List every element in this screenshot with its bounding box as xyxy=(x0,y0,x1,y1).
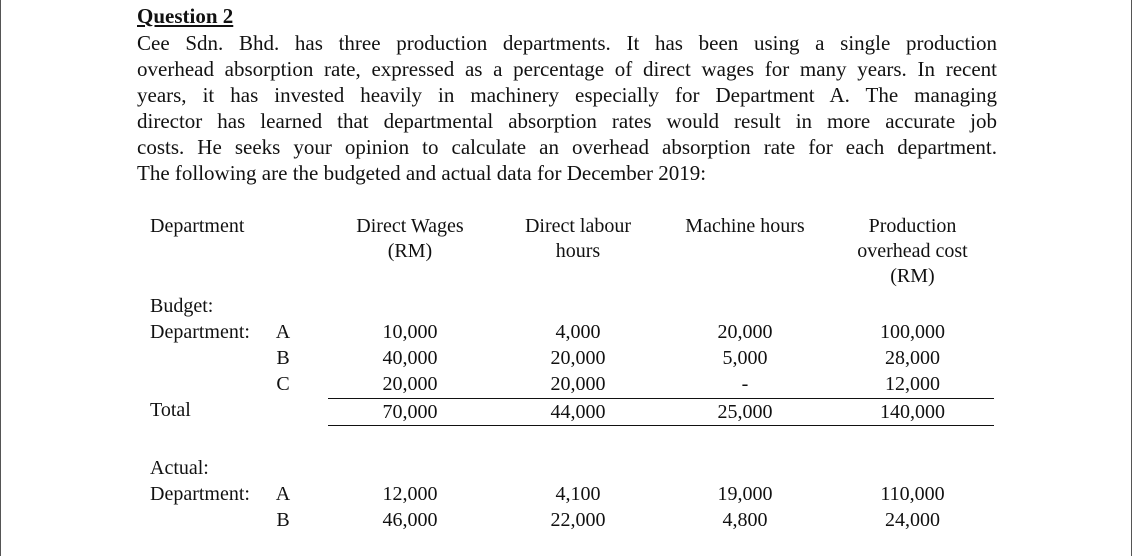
question-paragraph xyxy=(137,30,997,186)
paragraph-line: The following are the budgeted and actual data for December 2019: xyxy=(137,161,707,185)
budget-b-direct-labour: 20,000 xyxy=(550,347,606,369)
header-machine-hours-line1: Machine hours xyxy=(685,215,805,237)
actual-b-machine-hours: 4,800 xyxy=(722,509,768,531)
actual-a-direct-labour: 4,100 xyxy=(555,483,601,505)
header-overhead-line2: overhead cost xyxy=(857,240,968,262)
header-overhead xyxy=(840,214,985,289)
budget-b-overhead: 28,000 xyxy=(885,347,940,369)
budget-total-label: Total xyxy=(150,399,191,421)
actual-label: Actual: xyxy=(150,457,209,479)
actual-b-overhead: 24,000 xyxy=(885,509,940,531)
header-overhead-line3: (RM) xyxy=(890,265,935,287)
paragraph-line: director has learned that departmental absorption rates would result in more accurate job xyxy=(137,109,997,133)
budget-a-direct-labour: 4,000 xyxy=(555,321,601,343)
total-top-rule xyxy=(328,398,994,399)
actual-b-direct-wages: 46,000 xyxy=(382,509,438,531)
budget-dept-c: C xyxy=(276,373,290,395)
actual-a-machine-hours: 19,000 xyxy=(717,483,773,505)
header-direct-wages xyxy=(340,214,480,264)
actual-a-overhead: 110,000 xyxy=(880,483,945,505)
question-title: Question 2 xyxy=(137,4,234,28)
paragraph-line: Cee Sdn. Bhd. has three production departments. It has been using a single production xyxy=(137,31,997,55)
budget-b-direct-wages: 40,000 xyxy=(382,347,438,369)
actual-dept-b: B xyxy=(276,509,290,531)
actual-a-direct-wages: 12,000 xyxy=(382,483,438,505)
paragraph-line: overhead absorption rate, expressed as a percentage of direct wages for many years. In recent xyxy=(137,57,997,81)
header-direct-labour-line1: Direct labour xyxy=(524,215,632,237)
budget-a-machine-hours: 20,000 xyxy=(717,321,773,343)
total-overhead: 140,000 xyxy=(880,401,945,423)
budget-dept-a: A xyxy=(275,321,291,343)
header-machine-hours xyxy=(670,214,820,239)
total-machine-hours: 25,000 xyxy=(717,401,773,423)
actual-dept-a: A xyxy=(275,483,291,505)
budget-a-direct-wages: 10,000 xyxy=(382,321,438,343)
header-direct-wages-line2: (RM) xyxy=(387,240,433,262)
header-overhead-line1: Production xyxy=(868,215,957,237)
budget-c-overhead: 12,000 xyxy=(885,373,940,395)
header-direct-wages-line1: Direct Wages xyxy=(356,215,464,237)
actual-dept-prefix: Department: xyxy=(150,483,250,505)
budget-label: Budget: xyxy=(150,295,214,317)
budget-c-machine-hours: - xyxy=(741,373,749,395)
total-bottom-rule xyxy=(328,425,994,426)
budget-b-machine-hours: 5,000 xyxy=(722,347,768,369)
budget-a-overhead: 100,000 xyxy=(880,321,945,343)
budget-c-direct-labour: 20,000 xyxy=(550,373,606,395)
actual-b-direct-labour: 22,000 xyxy=(550,509,606,531)
paragraph-line: costs. He seeks your opinion to calculate an overhead absorption rate for each department. xyxy=(137,135,997,159)
total-direct-wages: 70,000 xyxy=(382,401,438,423)
paragraph-line: years, it has invested heavily in machinery especially for Department A. The managing xyxy=(137,83,997,107)
header-direct-labour xyxy=(508,214,648,264)
budget-c-direct-wages: 20,000 xyxy=(382,373,438,395)
total-direct-labour: 44,000 xyxy=(550,401,606,423)
budget-dept-prefix: Department: xyxy=(150,321,250,343)
budget-dept-b: B xyxy=(276,347,290,369)
page-left-border xyxy=(0,0,1,556)
header-department: Department xyxy=(150,215,245,237)
header-direct-labour-line2: hours xyxy=(555,240,601,262)
